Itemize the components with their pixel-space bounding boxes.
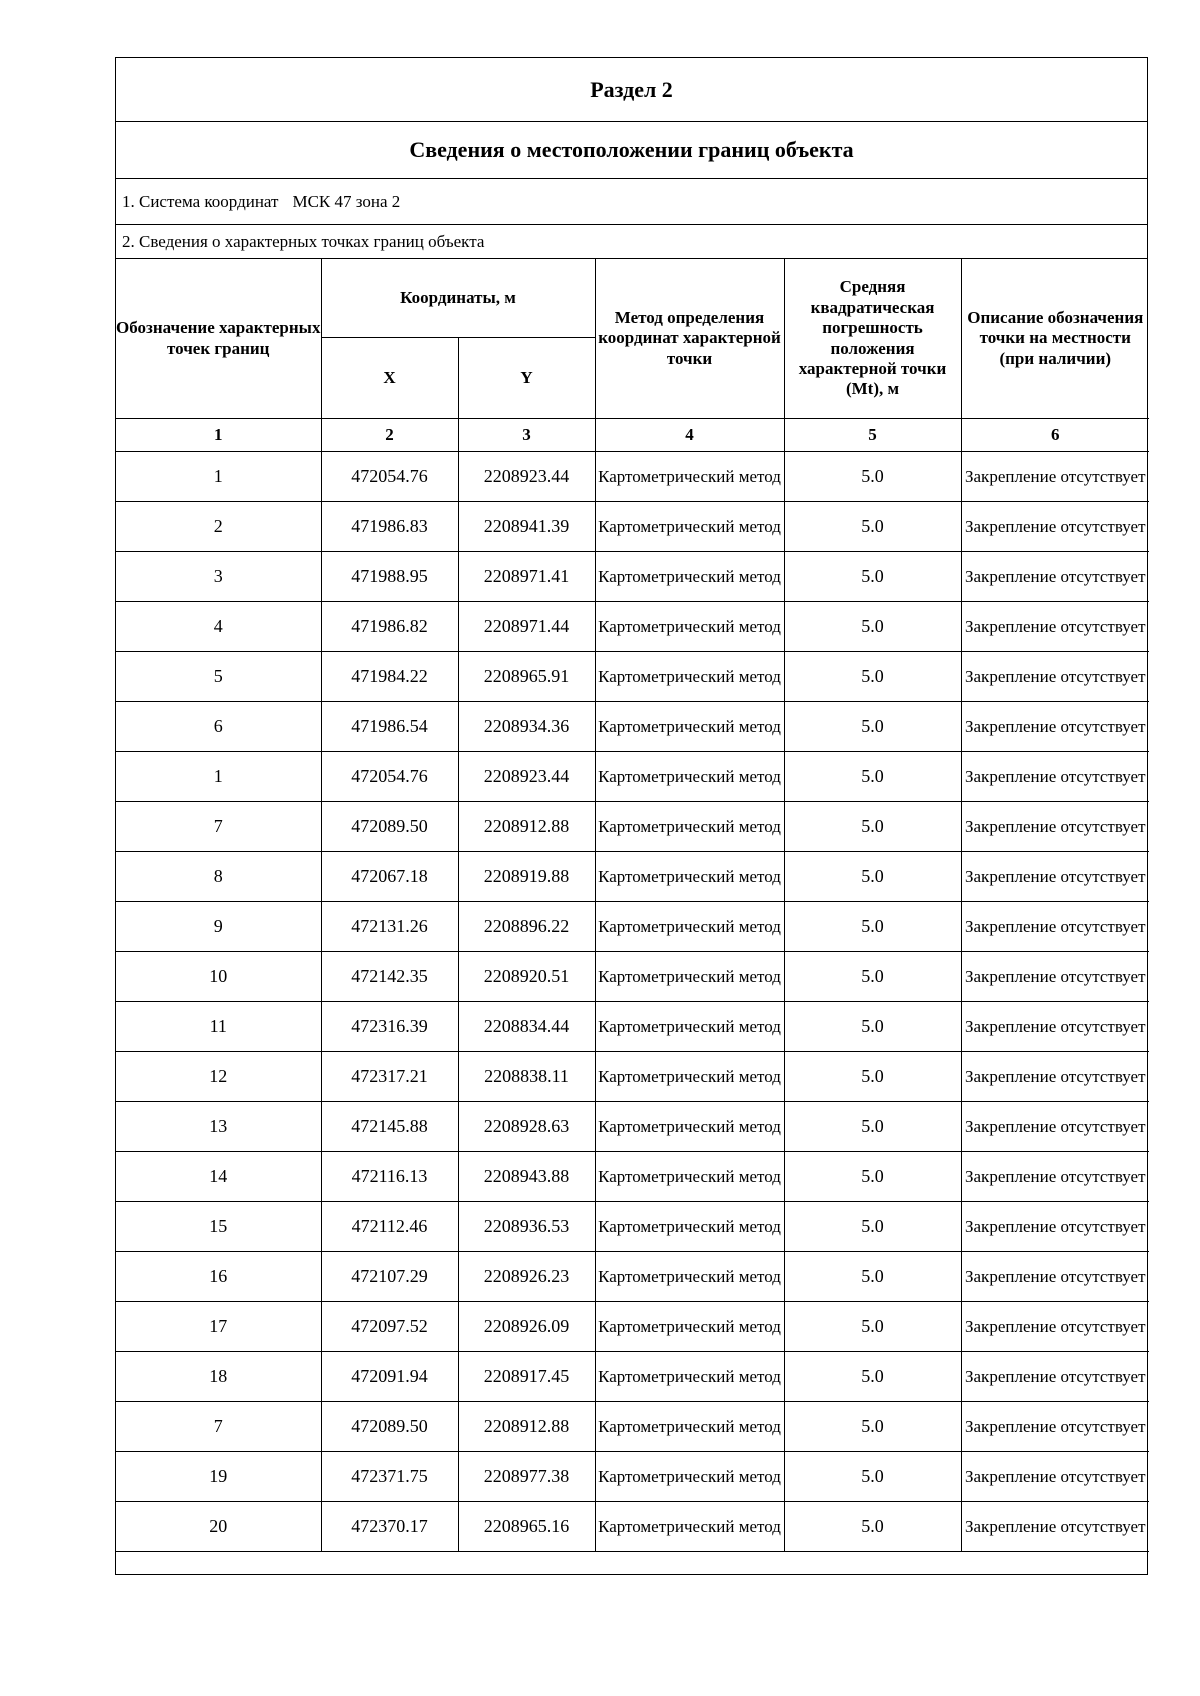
table-row	[116, 1502, 1149, 1552]
cell-point: 8	[116, 852, 321, 902]
cell-mt: 5.0	[784, 452, 961, 502]
column-number: 5	[784, 419, 961, 452]
cell-x: 472317.21	[321, 1052, 458, 1102]
cell-y: 2208928.63	[458, 1102, 595, 1152]
cell-mt: 5.0	[784, 902, 961, 952]
cell-method: Картометрический метод	[595, 802, 784, 852]
cell-method: Картометрический метод	[595, 1352, 784, 1402]
coordinate-system-label: 1. Система координат	[122, 191, 279, 211]
cell-x: 472089.50	[321, 802, 458, 852]
table-row	[116, 1352, 1149, 1402]
cell-description: Закрепление отсутствует	[961, 1252, 1149, 1302]
cell-point: 1	[116, 752, 321, 802]
cell-point: 18	[116, 1352, 321, 1402]
cell-mt: 5.0	[784, 802, 961, 852]
cell-point: 7	[116, 1402, 321, 1452]
cell-method: Картометрический метод	[595, 1202, 784, 1252]
cell-point: 20	[116, 1502, 321, 1552]
cell-method: Картометрический метод	[595, 1502, 784, 1552]
cell-mt: 5.0	[784, 1502, 961, 1552]
cell-method: Картометрический метод	[595, 702, 784, 752]
cell-x: 471988.95	[321, 552, 458, 602]
cell-x: 472131.26	[321, 902, 458, 952]
cell-mt: 5.0	[784, 1102, 961, 1152]
table-row	[116, 802, 1149, 852]
cell-description: Закрепление отсутствует	[961, 1452, 1149, 1502]
cell-description: Закрепление отсутствует	[961, 1002, 1149, 1052]
cell-x: 471984.22	[321, 652, 458, 702]
table-row	[116, 552, 1149, 602]
cell-y: 2208971.41	[458, 552, 595, 602]
cell-x: 471986.82	[321, 602, 458, 652]
cell-description: Закрепление отсутствует	[961, 952, 1149, 1002]
cell-description: Закрепление отсутствует	[961, 552, 1149, 602]
cell-method: Картометрический метод	[595, 552, 784, 602]
table-row	[116, 602, 1149, 652]
cell-point: 7	[116, 802, 321, 852]
table-body	[116, 452, 1149, 1552]
cell-mt: 5.0	[784, 1452, 961, 1502]
cell-x: 472145.88	[321, 1102, 458, 1152]
header-designation: Обозначение характерных точек границ	[116, 259, 321, 419]
cell-description: Закрепление отсутствует	[961, 1502, 1149, 1552]
cell-method: Картометрический метод	[595, 1052, 784, 1102]
cell-description: Закрепление отсутствует	[961, 1102, 1149, 1152]
cell-point: 11	[116, 1002, 321, 1052]
cell-y: 2208977.38	[458, 1452, 595, 1502]
cell-description: Закрепление отсутствует	[961, 452, 1149, 502]
cell-point: 4	[116, 602, 321, 652]
table-row	[116, 1302, 1149, 1352]
cell-mt: 5.0	[784, 1202, 961, 1252]
cell-mt: 5.0	[784, 1152, 961, 1202]
cell-description: Закрепление отсутствует	[961, 1402, 1149, 1452]
cell-description: Закрепление отсутствует	[961, 502, 1149, 552]
cell-x: 471986.83	[321, 502, 458, 552]
cell-mt: 5.0	[784, 1352, 961, 1402]
cell-point: 14	[116, 1152, 321, 1202]
cell-point: 13	[116, 1102, 321, 1152]
cell-x: 472054.76	[321, 752, 458, 802]
column-number: 2	[321, 419, 458, 452]
cell-mt: 5.0	[784, 552, 961, 602]
cell-description: Закрепление отсутствует	[961, 1152, 1149, 1202]
cell-point: 6	[116, 702, 321, 752]
table-row	[116, 452, 1149, 502]
header-y: Y	[458, 338, 595, 419]
cell-x: 472316.39	[321, 1002, 458, 1052]
cell-point: 10	[116, 952, 321, 1002]
cell-point: 15	[116, 1202, 321, 1252]
cell-method: Картометрический метод	[595, 1252, 784, 1302]
cell-description: Закрепление отсутствует	[961, 1302, 1149, 1352]
cell-mt: 5.0	[784, 702, 961, 752]
cell-x: 472067.18	[321, 852, 458, 902]
cell-point: 9	[116, 902, 321, 952]
cell-x: 472107.29	[321, 1252, 458, 1302]
cell-mt: 5.0	[784, 752, 961, 802]
cell-x: 472142.35	[321, 952, 458, 1002]
table-row	[116, 1452, 1149, 1502]
column-number: 4	[595, 419, 784, 452]
header-error: Средняя квадратическая погрешность положения характерной точки (Mt), м	[784, 259, 961, 419]
cell-mt: 5.0	[784, 602, 961, 652]
cell-y: 2208919.88	[458, 852, 595, 902]
header-description: Описание обозначения точки на местности (при наличии)	[961, 259, 1149, 419]
cell-point: 3	[116, 552, 321, 602]
cell-mt: 5.0	[784, 952, 961, 1002]
cell-mt: 5.0	[784, 1002, 961, 1052]
cell-mt: 5.0	[784, 1402, 961, 1452]
cell-x: 472054.76	[321, 452, 458, 502]
table-row	[116, 752, 1149, 802]
cell-method: Картометрический метод	[595, 1152, 784, 1202]
header-x: X	[321, 338, 458, 419]
table-row	[116, 1402, 1149, 1452]
table-row	[116, 652, 1149, 702]
cell-description: Закрепление отсутствует	[961, 602, 1149, 652]
cell-y: 2208912.88	[458, 1402, 595, 1452]
cell-mt: 5.0	[784, 502, 961, 552]
table-row	[116, 1252, 1149, 1302]
cell-method: Картометрический метод	[595, 902, 784, 952]
cell-mt: 5.0	[784, 1252, 961, 1302]
table-row	[116, 1152, 1149, 1202]
header-coordinates: Координаты, м	[321, 259, 595, 338]
cell-description: Закрепление отсутствует	[961, 802, 1149, 852]
table-row	[116, 1002, 1149, 1052]
table-row	[116, 1102, 1149, 1152]
table-row	[116, 702, 1149, 752]
cell-x: 472112.46	[321, 1202, 458, 1252]
section-subtitle: Сведения о местоположении границ объекта	[116, 122, 1147, 179]
section-title: Раздел 2	[116, 58, 1147, 122]
points-heading: 2. Сведения о характерных точках границ объекта	[116, 225, 1147, 259]
cell-y: 2208965.91	[458, 652, 595, 702]
cell-method: Картометрический метод	[595, 1302, 784, 1352]
cell-description: Закрепление отсутствует	[961, 1202, 1149, 1252]
cell-y: 2208838.11	[458, 1052, 595, 1102]
cell-x: 472089.50	[321, 1402, 458, 1452]
cell-y: 2208941.39	[458, 502, 595, 552]
cell-description: Закрепление отсутствует	[961, 1052, 1149, 1102]
cell-y: 2208971.44	[458, 602, 595, 652]
cell-description: Закрепление отсутствует	[961, 652, 1149, 702]
cell-x: 472371.75	[321, 1452, 458, 1502]
table-row	[116, 502, 1149, 552]
cell-x: 472097.52	[321, 1302, 458, 1352]
table-row	[116, 902, 1149, 952]
cell-mt: 5.0	[784, 1302, 961, 1352]
cell-method: Картометрический метод	[595, 1452, 784, 1502]
cell-x: 471986.54	[321, 702, 458, 752]
cell-y: 2208912.88	[458, 802, 595, 852]
cell-method: Картометрический метод	[595, 1102, 784, 1152]
cell-method: Картометрический метод	[595, 752, 784, 802]
cell-mt: 5.0	[784, 1052, 961, 1102]
cell-point: 19	[116, 1452, 321, 1502]
cell-description: Закрепление отсутствует	[961, 852, 1149, 902]
cell-method: Картометрический метод	[595, 1002, 784, 1052]
cell-method: Картометрический метод	[595, 602, 784, 652]
cell-point: 5	[116, 652, 321, 702]
cell-description: Закрепление отсутствует	[961, 702, 1149, 752]
cell-method: Картометрический метод	[595, 1402, 784, 1452]
table-row	[116, 852, 1149, 902]
cell-description: Закрепление отсутствует	[961, 1352, 1149, 1402]
table-row	[116, 1202, 1149, 1252]
coordinate-system-line	[116, 179, 1147, 225]
column-number: 6	[961, 419, 1149, 452]
cell-y: 2208920.51	[458, 952, 595, 1002]
cell-y: 2208923.44	[458, 752, 595, 802]
table-row	[116, 1052, 1149, 1102]
cell-mt: 5.0	[784, 652, 961, 702]
cell-y: 2208923.44	[458, 452, 595, 502]
table-footer-band	[116, 1552, 1147, 1574]
cell-method: Картометрический метод	[595, 652, 784, 702]
cell-method: Картометрический метод	[595, 502, 784, 552]
cell-description: Закрепление отсутствует	[961, 902, 1149, 952]
cell-point: 12	[116, 1052, 321, 1102]
cell-point: 1	[116, 452, 321, 502]
cell-mt: 5.0	[784, 852, 961, 902]
document-page	[115, 57, 1148, 1575]
cell-x: 472116.13	[321, 1152, 458, 1202]
cell-point: 17	[116, 1302, 321, 1352]
cell-point: 2	[116, 502, 321, 552]
cell-y: 2208917.45	[458, 1352, 595, 1402]
cell-y: 2208936.53	[458, 1202, 595, 1252]
cell-point: 16	[116, 1252, 321, 1302]
column-number-row	[116, 419, 1149, 452]
cell-method: Картометрический метод	[595, 452, 784, 502]
coordinate-system-value: МСК 47 зона 2	[292, 191, 401, 211]
cell-y: 2208943.88	[458, 1152, 595, 1202]
boundary-points-table	[116, 259, 1149, 1552]
cell-y: 2208926.09	[458, 1302, 595, 1352]
header-method: Метод определения координат характерной точки	[595, 259, 784, 419]
table-row	[116, 952, 1149, 1002]
cell-y: 2208965.16	[458, 1502, 595, 1552]
cell-y: 2208926.23	[458, 1252, 595, 1302]
column-number: 3	[458, 419, 595, 452]
cell-y: 2208896.22	[458, 902, 595, 952]
cell-method: Картометрический метод	[595, 952, 784, 1002]
cell-y: 2208934.36	[458, 702, 595, 752]
cell-description: Закрепление отсутствует	[961, 752, 1149, 802]
cell-method: Картометрический метод	[595, 852, 784, 902]
cell-x: 472091.94	[321, 1352, 458, 1402]
cell-x: 472370.17	[321, 1502, 458, 1552]
cell-y: 2208834.44	[458, 1002, 595, 1052]
column-number: 1	[116, 419, 321, 452]
